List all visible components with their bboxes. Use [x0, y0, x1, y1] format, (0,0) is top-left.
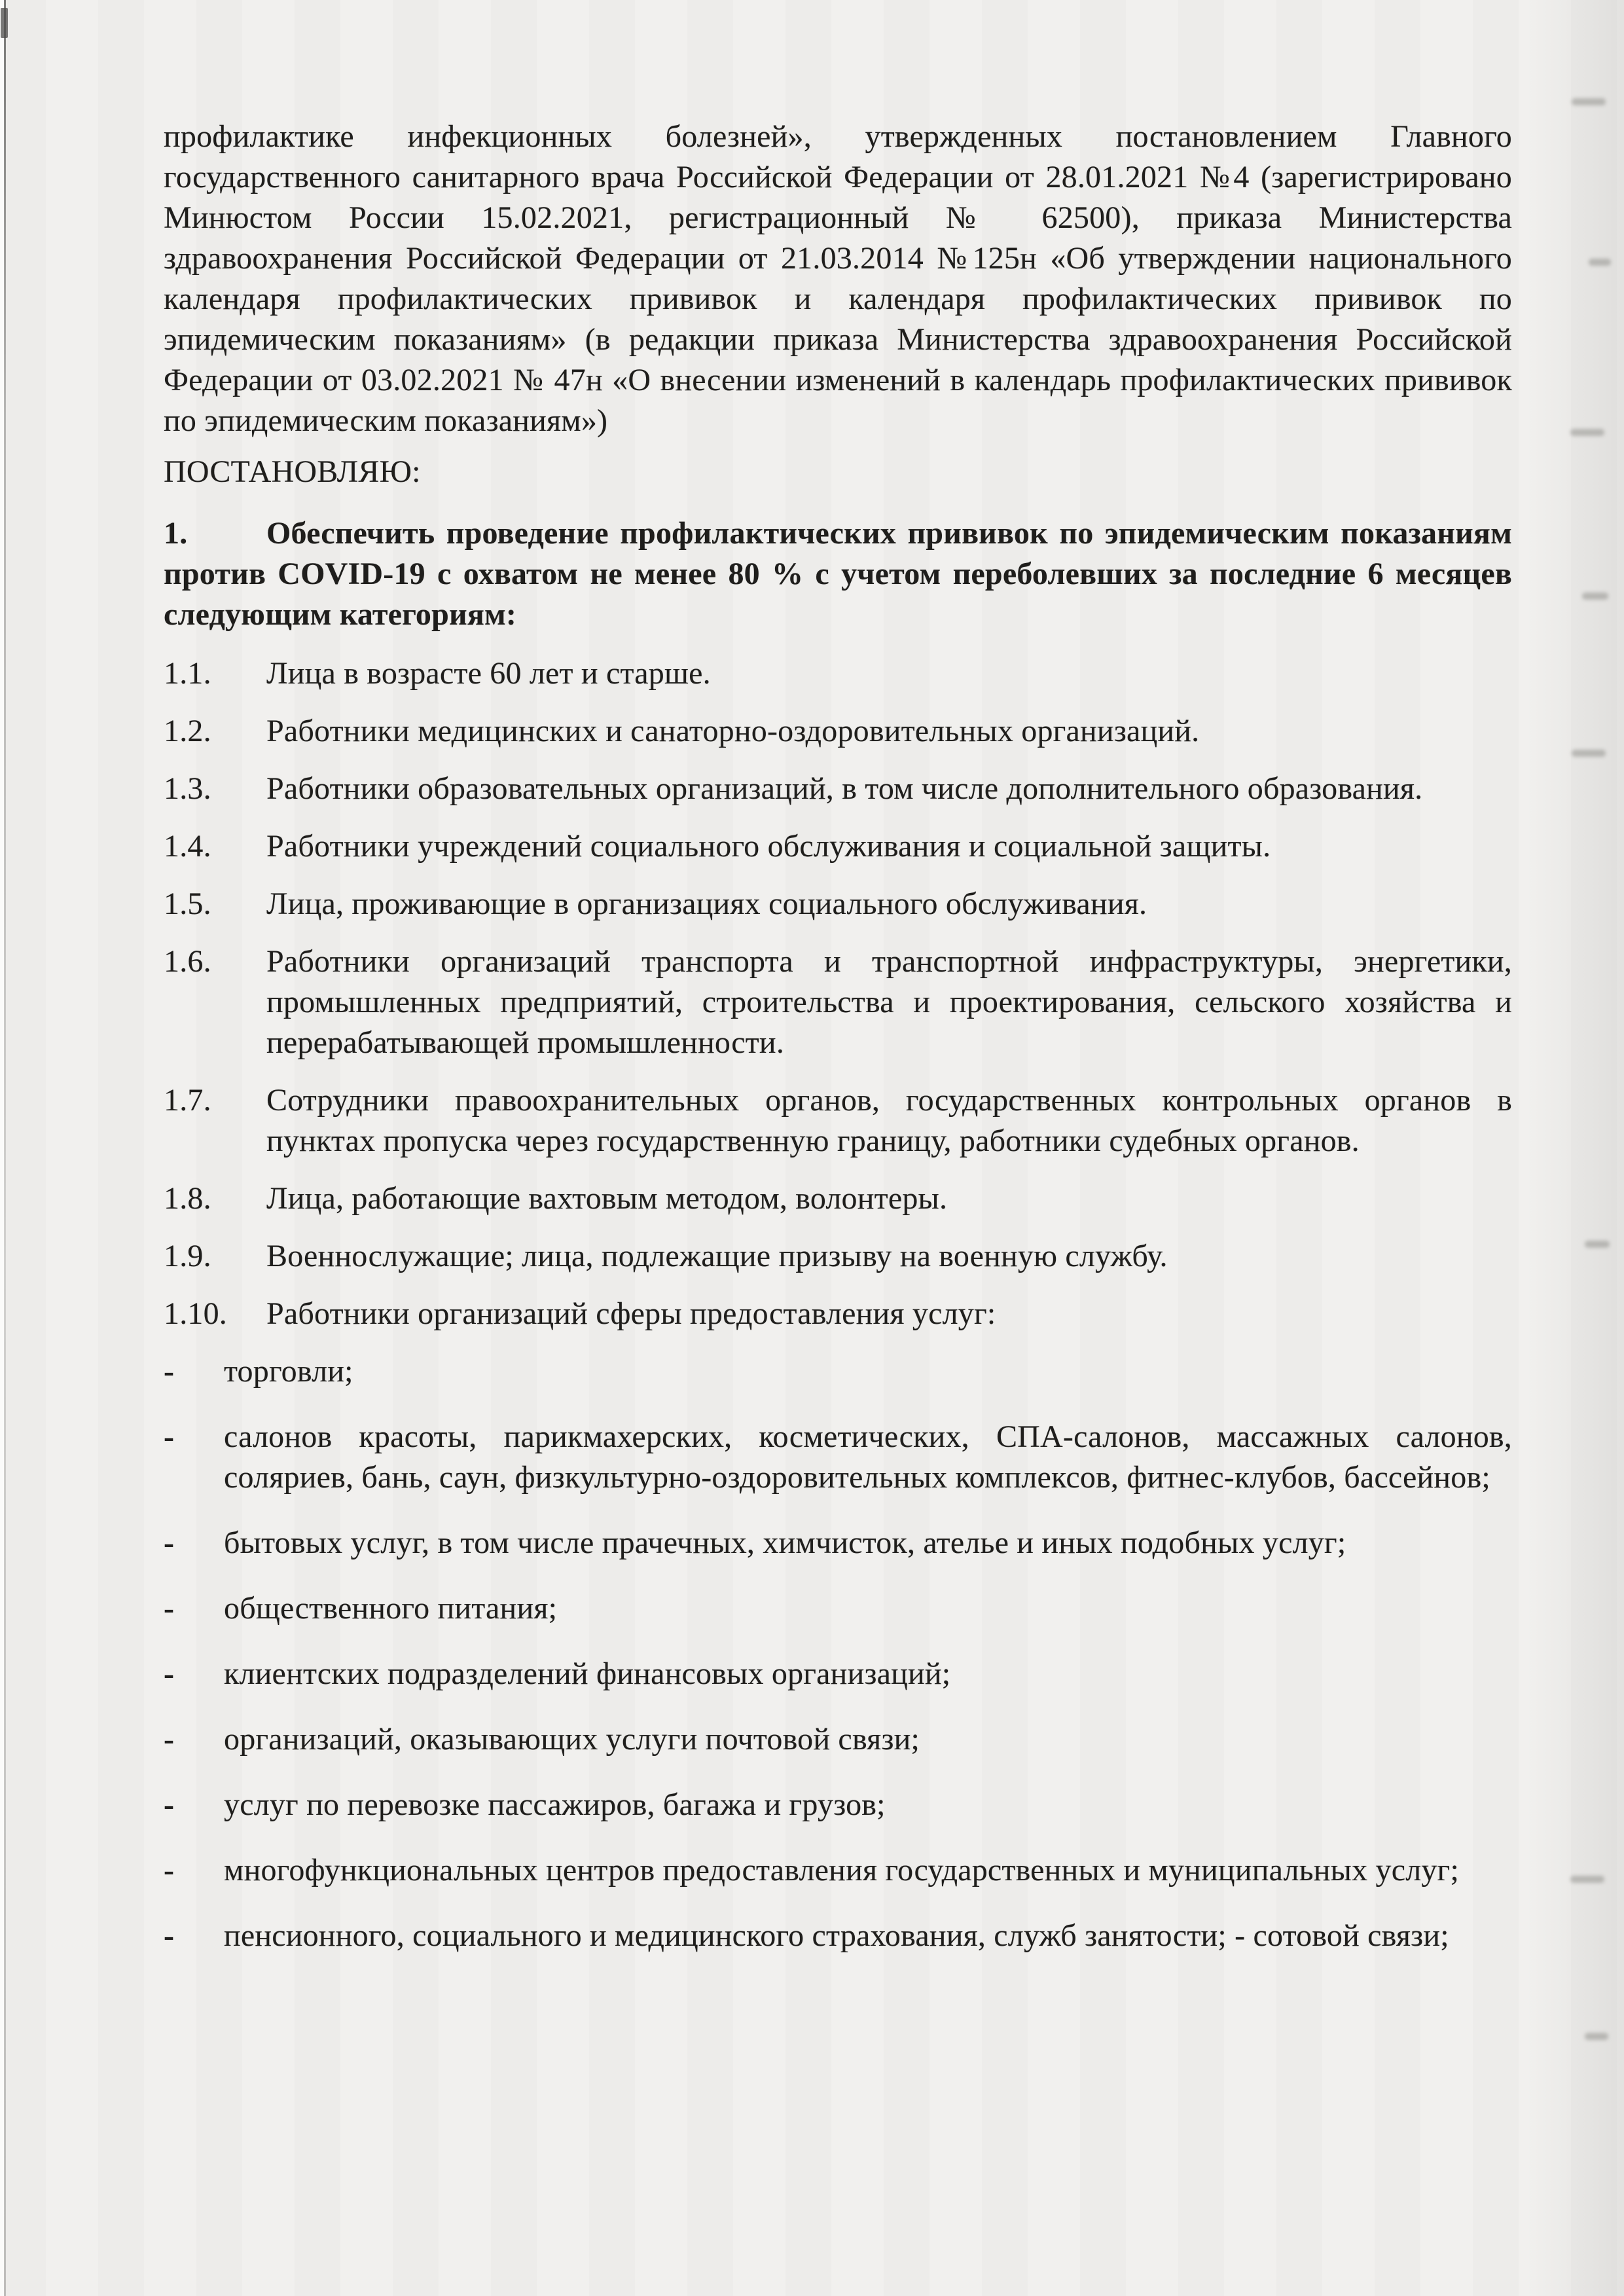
scan-smudge	[1582, 592, 1608, 600]
item-number: 1.6.	[164, 944, 211, 979]
scan-smudge	[1570, 1876, 1604, 1883]
clause-1	[164, 513, 1512, 635]
dash-item-text: торговли;	[224, 1354, 353, 1389]
item-number: 1.7.	[164, 1083, 211, 1118]
clause-1-number: 1.	[164, 516, 188, 551]
item-text: Лица, работающие вахтовым методом, волонтеры.	[266, 1181, 948, 1216]
scan-smudge	[1570, 429, 1604, 436]
item-text: Лица, проживающие в организациях социального обслуживания.	[266, 886, 1147, 921]
dash-item-text: организаций, оказывающих услуги почтовой связи;	[224, 1722, 920, 1757]
dash-item-insurance-cellular	[164, 1916, 1512, 1956]
item-number: 1.9.	[164, 1239, 211, 1273]
list-item-1-6	[164, 941, 1512, 1063]
item-text: Сотрудники правоохранительных органов, государственных контрольных органов в пунктах пропуска через государственную границу, работники судебных органов.	[266, 1083, 1512, 1158]
dash-item-postal	[164, 1719, 1512, 1760]
item-number: 1.3.	[164, 771, 211, 806]
list-item-1-8	[164, 1178, 1512, 1219]
dash-item-text: клиентских подразделений финансовых организаций;	[224, 1656, 951, 1691]
list-item-1-7	[164, 1080, 1512, 1161]
dash-marker: -	[164, 1722, 175, 1757]
dash-marker: -	[164, 1591, 175, 1626]
dash-marker: -	[164, 1525, 175, 1560]
dash-item-catering	[164, 1588, 1512, 1629]
dash-item-text: общественного питания;	[224, 1591, 558, 1626]
dash-item-text: бытовых услуг, в том числе прачечных, химчисток, ателье и иных подобных услуг;	[224, 1525, 1346, 1560]
dash-item-trade	[164, 1351, 1512, 1392]
dash-marker: -	[164, 1419, 175, 1454]
dash-marker: -	[164, 1354, 175, 1389]
scan-smudge	[1572, 750, 1606, 757]
item-number: 1.8.	[164, 1181, 211, 1216]
list-item-1-4	[164, 826, 1512, 867]
services-dash-list	[164, 1351, 1512, 1956]
scan-smudge	[1572, 98, 1606, 105]
intro-paragraph: профилактике инфекционных болезней», утвержденных постановлением Главного государственного санитарного врача Российской Федерации от 28.01.2021 №4 (зарегистрировано Минюстом России 15.02.2021, регистрационный № 62500), приказа Министерства здравоохранения Российской Федерации от 21.03.2014 №125н «Об утверждении национального календаря профилактических прививок и календаря профилактических прививок по эпидемическим показаниям» (в редакции приказа Министерства здравоохранения Российской Федерации от 03.02.2021 № 47н «О внесении изменений в календарь профилактических прививок по эпидемическим показаниям»)	[164, 119, 1512, 438]
scan-smudge	[1585, 1241, 1610, 1248]
scan-left-edge-line	[4, 0, 6, 2296]
dash-item-household	[164, 1523, 1512, 1563]
dash-marker: -	[164, 1918, 175, 1953]
dash-item-text: услуг по перевозке пассажиров, багажа и грузов;	[224, 1787, 886, 1822]
item-number: 1.4.	[164, 829, 211, 864]
item-number: 1.5.	[164, 886, 211, 921]
list-item-1-10	[164, 1294, 1512, 1334]
list-item-1-3	[164, 769, 1512, 809]
item-text: Лица в возрасте 60 лет и старше.	[266, 656, 711, 691]
item-text: Работники образовательных организаций, в том числе дополнительного образования.	[266, 771, 1423, 806]
dash-marker: -	[164, 1853, 175, 1887]
scan-right-band	[1526, 0, 1624, 2296]
dash-marker: -	[164, 1787, 175, 1822]
dash-item-text: многофункциональных центров предоставления государственных и муниципальных услуг;	[224, 1853, 1459, 1887]
dash-marker: -	[164, 1656, 175, 1691]
item-text: Работники организаций сферы предоставления услуг:	[266, 1296, 996, 1331]
dash-item-multifunctional-centers	[164, 1850, 1512, 1891]
list-item-1-2	[164, 711, 1512, 752]
clause-1-text: Обеспечить проведение профилактических прививок по эпидемическим показаниям против COVID-19 с охватом не менее 80 % с учетом переболевших за последние 6 месяцев следующим категориям:	[164, 516, 1512, 632]
item-number: 1.10.	[164, 1296, 227, 1331]
document-content	[164, 117, 1512, 1981]
scan-smudge	[1585, 2033, 1608, 2040]
dash-item-transportation	[164, 1785, 1512, 1825]
item-text: Работники медицинских и санаторно-оздоровительных организаций.	[266, 714, 1200, 748]
dash-item-finance	[164, 1654, 1512, 1694]
dash-item-beauty	[164, 1417, 1512, 1498]
list-item-1-5	[164, 884, 1512, 924]
item-number: 1.1.	[164, 656, 211, 691]
item-text: Работники учреждений социального обслуживания и социальной защиты.	[266, 829, 1271, 864]
list-item-1-9	[164, 1236, 1512, 1277]
list-item-1-1	[164, 653, 1512, 694]
scan-corner-mark	[1, 8, 8, 38]
item-text: Военнослужащие; лица, подлежащие призыву на военную службу.	[266, 1239, 1168, 1273]
item-text: Работники организаций транспорта и транспортной инфраструктуры, энергетики, промышленных предприятий, строительства и проектирования, сельского хозяйства и перерабатывающей промышленности.	[266, 944, 1512, 1060]
dash-item-text: пенсионного, социального и медицинского страхования, служб занятости; - сотовой связи;	[224, 1918, 1449, 1953]
resolve-heading: ПОСТАНОВЛЯЮ:	[164, 454, 421, 489]
scan-smudge	[1589, 259, 1611, 266]
dash-item-text: салонов красоты, парикмахерских, косметических, СПА-салонов, массажных салонов, соляриев, бань, саун, физкультурно-оздоровительных комплексов, фитнес-клубов, бассейнов;	[224, 1419, 1512, 1495]
item-number: 1.2.	[164, 714, 211, 748]
